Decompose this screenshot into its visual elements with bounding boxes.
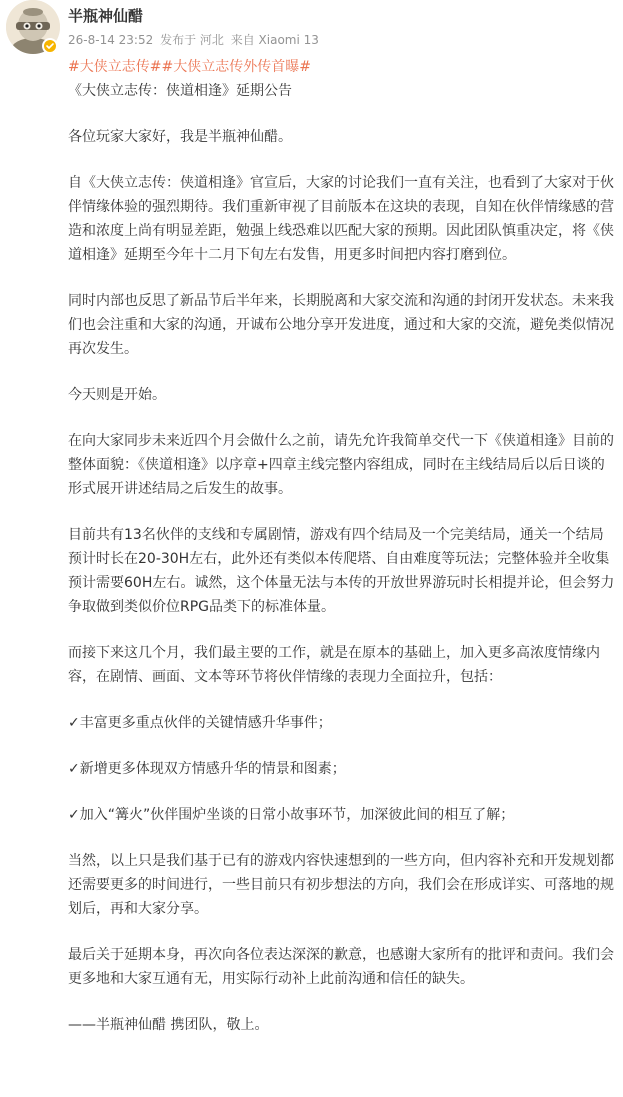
signature: ——半瓶神仙醋 携团队，敬上。 xyxy=(68,1017,269,1033)
checklist-item: ✓新增更多体现双方情感升华的情景和图素； xyxy=(68,761,346,777)
verified-badge-icon xyxy=(42,38,58,54)
paragraph: 各位玩家大家好，我是半瓶神仙醋。 xyxy=(68,129,292,145)
author-name[interactable]: 半瓶神仙醋 xyxy=(68,7,144,25)
paragraph: 而接下来这几个月，我们最主要的工作，就是在原本的基础上，加入更多高浓度情缘内容，在剧情、画面、文本等环节将伙伴情缘的表现力全面拉升，包括： xyxy=(68,645,600,685)
paragraph: 目前共有13名伙伴的支线和专属剧情，游戏有四个结局及一个完美结局，通关一个结局预计时长在20-30H左右，此外还有类似本传爬塔、自由难度等玩法；完整体验并全收集预计需要60H左右。诚然，这个体量无法与本传的开放世界游玩时长相提并论，但会努力争取做到类似价位RPG品类下的标准体量。 xyxy=(68,527,615,615)
checklist-item: ✓丰富更多重点伙伴的关键情感升华事件； xyxy=(68,715,332,731)
topic-link[interactable]: #大侠立志传外传首曝# xyxy=(161,59,311,75)
post-location: 发布于 河北 xyxy=(160,33,224,47)
topic-link[interactable]: #大侠立志传# xyxy=(68,59,162,75)
checklist-item: ✓加入“篝火”伙伴围炉坐谈的日常小故事环节，加深彼此间的相互了解； xyxy=(68,807,515,823)
post-meta xyxy=(68,31,322,48)
paragraph: 今天则是开始。 xyxy=(68,387,166,403)
paragraph: 最后关于延期本身，再次向各位表达深深的歉意，也感谢大家所有的批评和责问。我们会更多地和大家互通有无，用实际行动补上此前沟通和信任的缺失。 xyxy=(68,947,614,987)
paragraph: 同时内部也反思了新品节后半年来，长期脱离和大家交流和沟通的封闭开发状态。未来我们也会注重和大家的沟通，开诚布公地分享开发进度，通过和大家的交流，避免类似情况再次发生。 xyxy=(68,293,614,357)
topic-tags xyxy=(68,55,616,79)
post-time[interactable]: 26-8-14 23:52 xyxy=(68,33,154,47)
paragraph: 自《大侠立志传：侠道相逢》官宣后，大家的讨论我们一直有关注，也看到了大家对于伙伴情缘体验的强烈期待。我们重新审视了目前版本在这块的表现，自知在伙伴情缘感的营造和浓度上尚有明显差距，勉强上线恐难以匹配大家的预期。因此团队慎重决定，将《侠道相逢》延期至今年十二月下旬左右发售，用更多时间把内容打磨到位。 xyxy=(68,175,614,263)
post-title: 《大侠立志传：侠道相逢》延期公告 xyxy=(68,83,292,99)
paragraph: 在向大家同步未来近四个月会做什么之前，请先允许我简单交代一下《侠道相逢》目前的整体面貌：《侠道相逢》以序章+四章主线完整内容组成，同时在主线结局后以后日谈的形式展开讲述结局之后发生的故事。 xyxy=(68,433,614,497)
post-device: 来自 Xiaomi 13 xyxy=(230,33,319,47)
paragraph: 当然，以上只是我们基于已有的游戏内容快速想到的一些方向，但内容补充和开发规划都还需要更多的时间进行，一些目前只有初步想法的方向，我们会在形成详实、可落地的规划后，再和大家分享。 xyxy=(68,853,614,917)
post-body xyxy=(68,55,616,1059)
